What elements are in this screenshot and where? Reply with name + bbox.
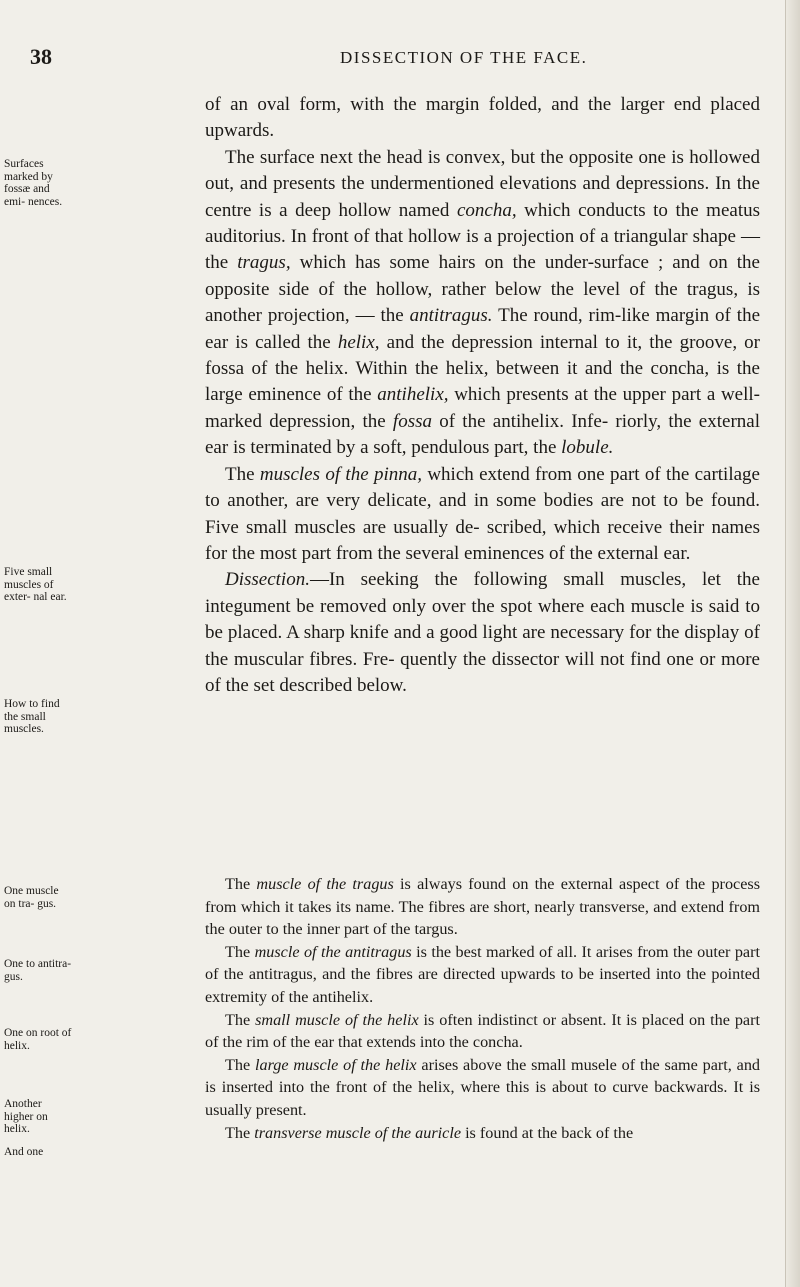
margin-note-surfaces: Surfaces marked by fossæ and emi- nences.	[4, 158, 63, 208]
margin-note-and-one: And one	[4, 1146, 44, 1158]
running-head: DISSECTION OF THE FACE.	[340, 48, 588, 67]
margin-note-five-small-muscles: Five small muscles of exter- nal ear.	[4, 566, 67, 603]
margin-note-tragus: One muscle on tra- gus.	[4, 885, 59, 910]
page-edge	[785, 0, 800, 1287]
term-antihelix: antihelix,	[377, 384, 449, 406]
term-fossa: fossa	[392, 410, 432, 432]
margin-note-root-helix: One on root of helix.	[4, 1027, 72, 1052]
term-dissection: Dissection.	[225, 569, 310, 591]
body-text	[205, 92, 760, 699]
margin-note-another-helix: Another higher on helix.	[4, 1098, 48, 1135]
paragraph-large-muscle-helix: The large muscle of the helix arises above the small musele of the same part, and is inserted into the front of the helix, where this is about to curve backwards. It is usually present.	[205, 1055, 761, 1119]
term-muscles-pinna: muscles of the pinna,	[259, 463, 422, 485]
page-header	[30, 44, 770, 74]
term-helix: helix,	[337, 331, 380, 353]
term-antitragus: antitragus.	[409, 305, 493, 327]
paragraph-surfaces: The surface next the head is convex, but the opposite one is hollowed out, and presents the undermentioned elevations and depressions. In the centre is a deep hollow named concha, which conducts to the meatus auditorius. In front of that hollow is a projection of a triangular shape — the tragus, which has some hairs on the under-surface ; and on the opposite side of the hollow, rather below the level of the tragus, is another projection, — the antitragus. The round, rim-like margin of the ear is called the helix, and the depression internal to it, the groove, or fossa of the helix. Within the helix, between it and the concha, is the large eminence of the antihelix, which presents at the upper part a well-marked depression, the fossa of the antihelix. Infe- riorly, the external ear is terminated by a soft, pendulous part, the lobule.	[205, 146, 761, 459]
margin-note-antitragus: One to antitra- gus.	[4, 958, 72, 983]
paragraph-dissection: Dissection.—In seeking the following small muscles, let the integument be removed only over the spot where each muscle is said to be placed. A sharp knife and a good light are necessary for the display of the muscular fibres. Fre- quently the dissector will not find one or more of the set described below.	[205, 569, 760, 696]
paragraph-transverse-muscle: The transverse muscle of the auricle is found at the back of the	[225, 1123, 634, 1142]
paragraph-small-muscle-helix: The small muscle of the helix is often indistinct or absent. It is placed on the part of the rim of the ear that extends into the concha.	[205, 1010, 761, 1052]
paragraph-muscles-pinna: The muscles of the pinna, which extend from one part of the cartilage to another, are very delicate, and in some bodies are not to be found. Five small muscles are usually de- scribed, which receive their names for the most part from the several eminences of the external ear.	[205, 463, 760, 564]
margin-note-how-to-find: How to find the small muscles.	[4, 698, 60, 735]
paragraph-oval-form: of an oval form, with the margin folded, and the larger end placed upwards.	[205, 94, 760, 142]
page-number: 38	[30, 44, 52, 69]
small-text-block	[205, 873, 760, 1144]
term-concha: concha,	[456, 199, 517, 221]
paragraph-muscle-tragus: The muscle of the tragus is always found on the external aspect of the process from which it takes its name. The fibres are short, nearly transverse, and extend from the outer to the inner part of the targus.	[205, 875, 761, 939]
paragraph-muscle-antitragus: The muscle of the antitragus is the best marked of all. It arises from the outer part of the antitragus, and the fibres are directed upwards to be inserted into the pointed extremity of the antihelix.	[205, 942, 760, 1006]
term-lobule: lobule.	[561, 437, 614, 459]
term-tragus: tragus,	[237, 252, 291, 274]
